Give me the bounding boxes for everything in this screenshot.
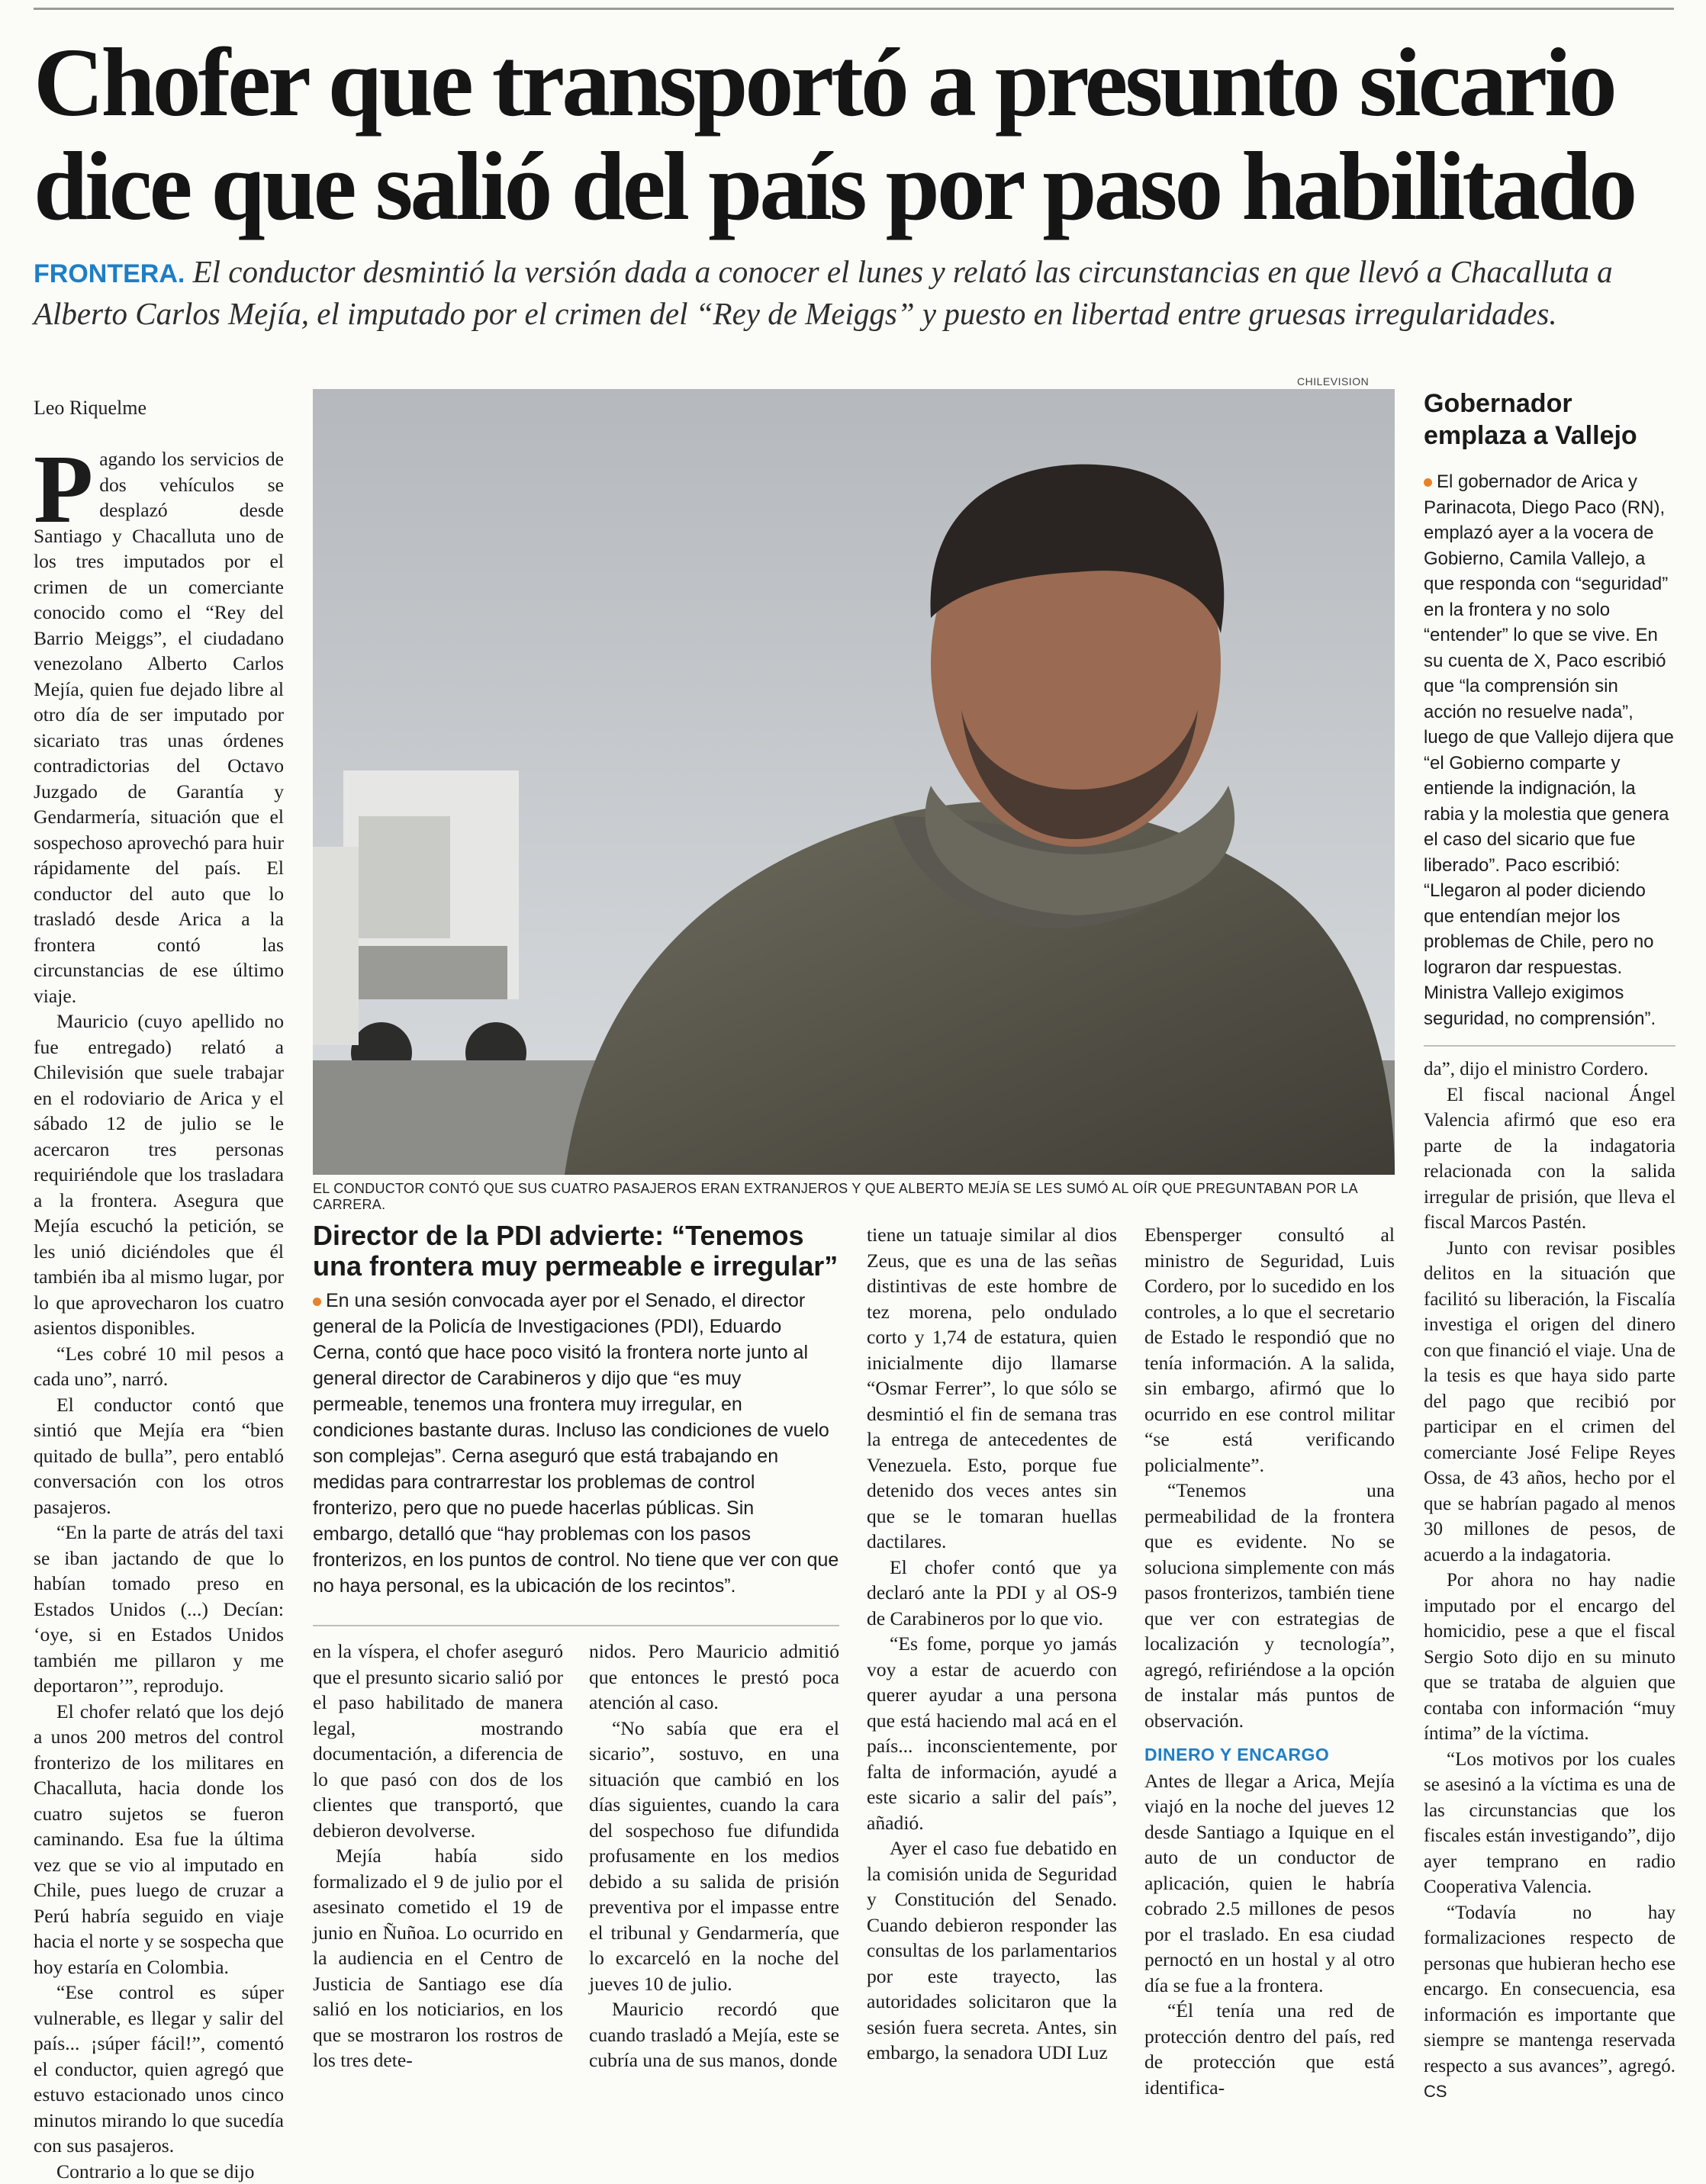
paragraph: “Es fome, porque yo jamás voy a estar de acuerdo con querer ayudar a una persona que está haciendo mal acá en el país... inconscientemente, por falta de información, ayudé a este sicario a salir del país”, añadió.: [867, 1631, 1117, 1835]
gob-box-divider: [1424, 1045, 1675, 1047]
paragraph: nidos. Pero Mauricio admitió que entonces le prestó poca atención al caso.: [589, 1639, 839, 1716]
paragraph: Ebensperger consultó al ministro de Seguridad, Luis Cordero, por lo sucedido en los controles, a lo que el secretario de Estado le respondió que no tenía información. A la salida, sin embargo, afirmó que lo ocurrido en ese control militar “se está verificando policialmente”.: [1144, 1222, 1395, 1478]
paragraph: en la víspera, el chofer aseguró que el presunto sicario salió por el paso habilitado de manera legal, mostrando documentación, a diferencia de lo que pasó con dos de los clientes que transportó, que debieron devolverse.: [313, 1639, 563, 1843]
paragraph: El fiscal nacional Ángel Valencia afirmó que eso era parte de la indagatoria relacionada con la salida irregular de prisión, que lleva el fiscal Marcos Pastén.: [1424, 1082, 1675, 1236]
paragraph: tiene un tatuaje similar al dios Zeus, que es una de las señas distintivas de este hombre de tez morena, pelo ondulado corto y 1,74 de estatura, quien inicialmente dijo llamarse “Osmar Ferrer”, lo que sólo se desmintió el fin de semana tras la entrega de antecedentes de Venezuela. Esto, porque fue detenido dos veces antes sin que se le tomaran huellas dactilares.: [867, 1222, 1117, 1555]
pdi-box-divider: [313, 1625, 839, 1626]
section-subhead: DINERO Y ENCARGO: [1144, 1742, 1395, 1768]
drop-cap: P: [34, 451, 93, 527]
article-column-3: [589, 1639, 839, 2073]
article-column-6: [1424, 1057, 1675, 2105]
headline: [34, 31, 1689, 238]
article-column-2: [313, 1639, 563, 2073]
paragraph: El chofer relató que los dejó a unos 200 metros del control fronterizo de los militares en Chacalluta, hacia donde los cuatro sujetos se fueron caminando. Esa fue la última vez que se vio al imputado en Chile, pues luego de cruzar a Perú habría seguido en viaje hacia el norte y se sospecha que hoy estaría en Colombia.: [34, 1699, 284, 1980]
section-tag: FRONTERA.: [34, 259, 185, 288]
paragraph: “Ese control es súper vulnerable, es llegar y salir del país... ¡súper fácil!”, comentó el conductor, quien agregó que estuvo estacionado unos cinco minutos mirando lo que sucedía con sus pasajeros.: [34, 1980, 284, 2159]
news-photo: [313, 389, 1395, 1175]
paragraph: “En la parte de atrás del taxi se iban jactando de que lo habían tomado preso en Estados Unidos (...) Decían: ‘oye, si en Estados Unidos también me pillaron y me deportaron’”, reprodujo.: [34, 1520, 284, 1699]
paragraph: Mauricio recordó que cuando trasladó a Mejía, este se cubría una de sus manos, donde: [589, 1996, 839, 2073]
lead-text: El conductor desmintió la versión dada a conocer el lunes y relató las circunstancias en que llevó a Chacalluta a Alberto Carlos Mejía, el imputado por el crimen del “Rey de Meiggs” y puesto en libertad entre gruesas irregularidades.: [34, 254, 1613, 331]
paragraph: Por ahora no hay nadie imputado por el encargo del homicidio, pese a que el fiscal Sergio Soto dijo en su minuto que se trataba de alguien que contaba con información “muy íntima” de la víctima.: [1424, 1568, 1675, 1747]
photo-caption: EL CONDUCTOR CONTÓ QUE SUS CUATRO PASAJEROS ERAN EXTRANJEROS Y QUE ALBERTO MEJÍA SE LES SUMÓ AL OÍR QUE PREGUNTABAN POR LA CARRERA.: [313, 1181, 1395, 1213]
end-mark: CS: [1424, 2082, 1447, 2101]
photo-illustration: [313, 389, 1395, 1175]
article-column-4: [867, 1222, 1117, 2066]
gob-box-paragraph: El gobernador de Arica y Parinacota, Diego Paco (RN), emplazó ayer a la vocera de Gobierno, Camila Vallejo, a que responda con “seguridad” en la frontera y no solo “entender” lo que se vive. En su cuenta de X, Paco escribió que “la comprensión sin acción no resuelve nada”, luego de que Vallejo dijera que “el Gobierno comparte y entiende la indignación, la rabia y la molestia que genera el caso del sicario que fue liberado”. Paco escribió: “Llegaron al poder diciendo que entendían mejor los problemas de Chile, pero no lograron dar respuestas. Ministra Vallejo exigimos seguridad, no comprensión”.: [1424, 471, 1674, 1029]
paragraph: Ayer el caso fue debatido en la comisión unida de Seguridad y Constitución del Senado. Cuando debieron responder las consultas de los parlamentarios por este trayecto, las autoridades solicitaron que la sesión fuera secreta. Antes, sin embargo, la senadora UDI Luz: [867, 1835, 1117, 2066]
pdi-box-title: Director de la PDI advierte: “Tenemos una frontera muy permeable e irregular”: [313, 1221, 847, 1282]
byline: Leo Riquelme: [34, 397, 146, 420]
bullet-dot-icon: [1424, 478, 1432, 487]
paragraph: El chofer contó que ya declaró ante la PDI y al OS-9 de Carabineros por lo que vio.: [867, 1555, 1117, 1632]
pdi-box-paragraph: En una sesión convocada ayer por el Senado, el director general de la Policía de Investigaciones (PDI), Eduardo Cerna, contó que hace poco visitó la frontera norte junto al general director de Carabineros y dijo que “es muy permeable, tenemos una frontera muy irregular, en condiciones bastante duras. Incluso las condiciones de vuelo son complejas”. Cerna aseguró que está trabajando en medidas para contrarrestar los problemas de control fronterizo, pero que no puede hacerlas públicas. Sin embargo, detalló que “hay problemas con los pasos fronterizos, en los puntos de control. No tiene que ver con que no haya personal, es la ubicación de los recintos”.: [313, 1290, 839, 1597]
paragraph: “No sabía que era el sicario”, sostuvo, en una situación que cambió en los días siguientes, cuando la cara del sospechoso fue difundida profusamente en los medios debido a su salida de prisión preventiva por el impasse entre el tribunal y Gendarmería, que lo excarceló en la noche del jueves 10 de julio.: [589, 1716, 839, 1997]
paragraph: agando los servicios de dos vehículos se desplazó desde Santiago y Chacalluta uno de los tres imputados por el crimen de un comerciante conocido como el “Rey del Barrio Meiggs”, el ciudadano venezolano Alberto Carlos Mejía, quien fue dejado libre al otro día de ser imputado por sicariato tras unas órdenes contradictorias del Octavo Juzgado de Garantía y Gendarmería, situación que el sospechoso aprovechó para huir rápidamente del país. El conductor del auto que lo trasladó desde Arica a la frontera contó las circunstancias de ese último viaje.: [34, 448, 284, 1007]
bullet-dot-icon: [313, 1298, 321, 1306]
paragraph: El conductor contó que sintió que Mejía era “bien quitado de bulla”, pero entabló conversación con los otros pasajeros.: [34, 1392, 284, 1520]
paragraph: Mejía había sido formalizado el 9 de julio por el asesinato cometido el 19 de junio en Ñuñoa. Lo ocurrido en la audiencia en el Centro de Justicia de Santiago ese día salió en los noticiarios, en los que se mostraron los rostros de los tres dete-: [313, 1843, 563, 2073]
paragraph: Antes de llegar a Arica, Mejía viajó en la noche del jueves 12 desde Santiago a Iquique en el auto de un conductor de aplicación, quien le habría cobrado 2.5 millones de pesos por el traslado. En esa ciudad pernoctó en un hostal y al otro día se fue a la frontera.: [1144, 1768, 1395, 1999]
article-column-5: [1144, 1222, 1395, 2100]
article-column-1: [34, 446, 284, 2184]
paragraph: da”, dijo el ministro Cordero.: [1424, 1057, 1675, 1082]
paragraph: Contrario a lo que se dijo: [34, 2159, 284, 2184]
gob-box-title: Gobernador emplaza a Vallejo: [1424, 388, 1675, 452]
paragraph: “Los motivos por los cuales se asesinó a la víctima es una de las circunstancias que los fiscales están investigando”, dijo ayer temprano en radio Cooperativa Valencia.: [1424, 1747, 1675, 1900]
paragraph: [1424, 1900, 1675, 2105]
paragraph: “Él tenía una red de protección dentro del país, red de protección que está identifica-: [1144, 1998, 1395, 2100]
closing-paragraph: “Todavía no hay formalizaciones respecto de personas que hubieran hecho ese encargo. En consecuencia, esa información es importante que siempre se mantenga reservada respecto a sus avances”, agregó.: [1424, 1903, 1675, 2076]
photo-credit: CHILEVISION: [1297, 375, 1369, 388]
headline-line-1: Chofer que transportó a presunto sicario: [34, 28, 1614, 137]
lead-paragraph: [34, 252, 1682, 333]
paragraph: Junto con revisar posibles delitos en la situación que facilitó su liberación, la Fiscalía investiga el origen del dinero con que financió el viaje. Una de la tesis es que haya sido parte del pago que recibió por participar en el crimen del comerciante José Felipe Reyes Ossa, de 43 años, hecho por el que se habrían pagado al menos 30 millones de pesos, de acuerdo a la indagatoria.: [1424, 1236, 1675, 1568]
paragraph: “Tenemos una permeabilidad de la frontera que es evidente. No se soluciona simplemente con más pasos fronterizos, también tiene que ver con estrategias de localización y tecnología”, agregó, refiriéndose a la opción de instalar más puntos de observación.: [1144, 1478, 1395, 1733]
headline-line-2: dice que salió del país por paso habilitado: [34, 132, 1634, 240]
gob-box-text: [1424, 469, 1675, 1031]
top-rule: [34, 8, 1674, 10]
paragraph: “Les cobré 10 mil pesos a cada uno”, narró.: [34, 1341, 284, 1392]
pdi-box-text: [313, 1288, 839, 1599]
paragraph: Mauricio (cuyo apellido no fue entregado) relató a Chilevisión que suele trabajar en el rodoviario de Arica y el sábado 12 de julio se le acercaron tres personas requiriéndole que los trasladara a la frontera. Asegura que Mejía escuchó la petición, se les unió diciéndoles que él también iba al mismo lugar, por lo que aprovecharon los cuatro asientos disponibles.: [34, 1008, 284, 1341]
